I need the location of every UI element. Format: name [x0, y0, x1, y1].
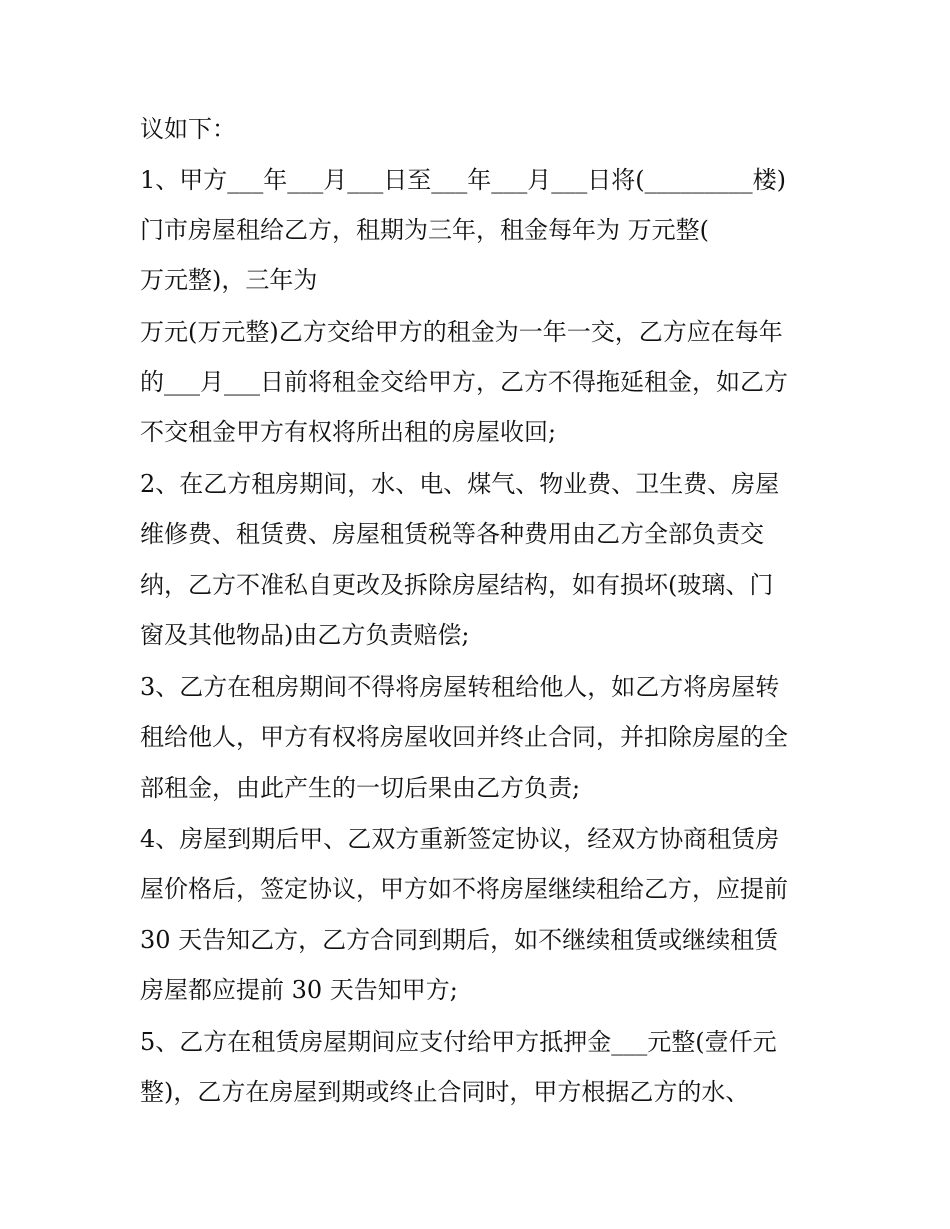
- text-line: 万元(万元整)乙方交给甲方的租金为一年一交，乙方应在每年: [140, 318, 783, 346]
- text-line: 部租金，由此产生的一切后果由乙方负责;: [140, 774, 581, 802]
- text-line: 门市房屋租给乙方，租期为三年，租金每年为 万元整(: [140, 216, 709, 244]
- text-line: 整)，乙方在房屋到期或终止合同时，甲方根据乙方的水、: [140, 1078, 750, 1106]
- text-line: 租给他人，甲方有权将房屋收回并终止合同，并扣除房屋的全: [140, 723, 788, 751]
- text-line: 5、乙方在租赁房屋期间应支付给甲方抵押金___元整(壹仟元: [140, 1028, 777, 1056]
- text-line: 屋价格后，签定协议，甲方如不将房屋继续租给乙方，应提前: [140, 875, 788, 903]
- text-line: 窗及其他物品)由乙方负责赔偿;: [140, 621, 470, 649]
- text-line: 的___月___日前将租金交给甲方，乙方不得拖延租金，如乙方: [140, 368, 788, 396]
- text-line: 房屋都应提前 30 天告知甲方;: [140, 976, 458, 1004]
- text-line: 纳，乙方不准私自更改及拆除房屋结构，如有损坏(玻璃、门: [140, 571, 774, 599]
- text-line: 万元整)，三年为: [140, 266, 318, 294]
- text-line: 2、在乙方租房期间，水、电、煤气、物业费、卫生费、房屋: [140, 470, 780, 498]
- text-line: 3、乙方在租房期间不得将房屋转租给他人，如乙方将房屋转: [140, 673, 780, 701]
- text-line: 不交租金甲方有权将所出租的房屋收回;: [140, 418, 557, 446]
- text-line: 维修费、租赁费、房屋租赁税等各种费用由乙方全部负责交: [140, 520, 764, 548]
- text-line: 30 天告知乙方，乙方合同到期后，如不继续租赁或继续租赁: [140, 926, 779, 954]
- text-line: 议如下：: [140, 115, 236, 143]
- text-line: 1、甲方___年___月___日至___年___月___日将(_________楼): [140, 166, 786, 194]
- text-line: 4、房屋到期后甲、乙双方重新签定协议，经双方协商租赁房: [140, 825, 780, 853]
